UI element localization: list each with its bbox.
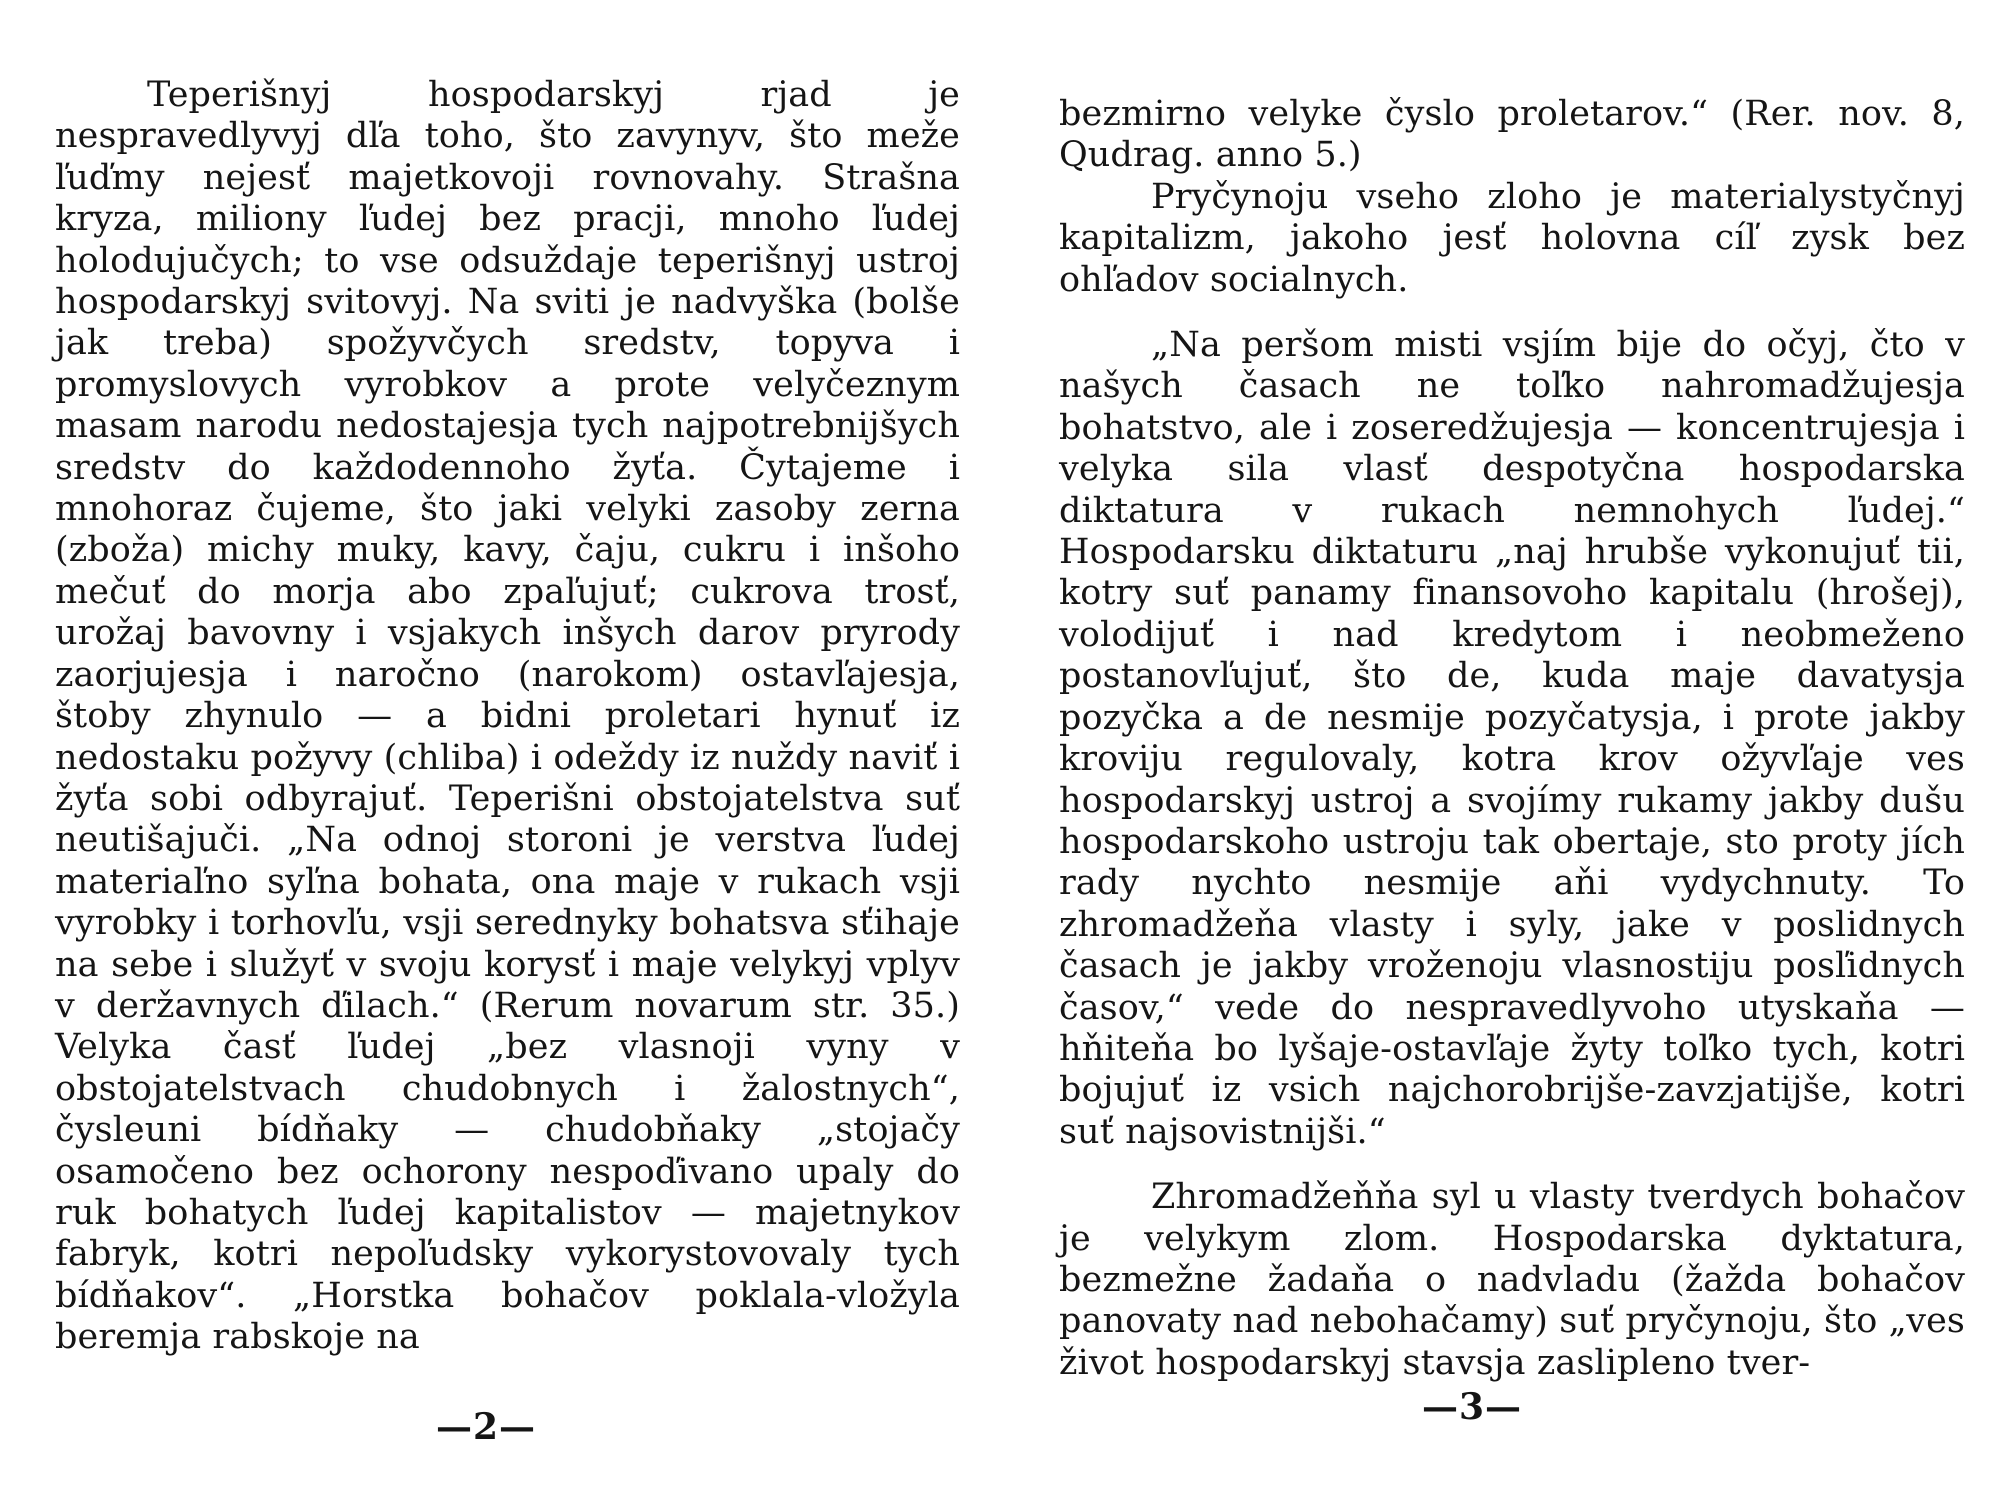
paragraph: Pryčynoju vseho zloho je materialystyčnyj kapitalizm, jakoho jesť holovna cíľ zysk bez ohľadov socialnych.: [1059, 176, 1965, 300]
paragraph: „Na peršom misti vsjím bije do očyj, čto v našych časach ne toľko nahromadžujesja bohatstvo, ale i zoseredžujesja — koncentrujesja i velyka sila vlasť despotyčna hospodarska diktatura v rukach nemnohych ľudej.“ Hospodarsku diktaturu „naj hrubše vykonujuť tii, kotry suť panamy finansovoho kapitalu (hrošej), volodijuť i nad kredytom i neobmeženo postanovľujuť, što de, kuda maje davatysja pozyčka a de nesmije pozyčatysja, i prote jakby kroviju regulovaly, kotra krov ožyvľaje ves hospodarskyj ustroj a svojímy rukamy jakby dušu hospodarskoho ustroju tak obertaje, sto proty jích rady nychto nesmije aňi vydychnuty. To zhromadžeňa vlasty i syly, jake v poslidnych časach je jakby vroženoju vlasnostiju posľidnych časov,“ vede do nespravedlyvoho utyskaňa — hňiteňa bo lyšaje-ostavľaje žyty toľko tych, kotri bojujuť iz vsich najchorobrijše-zavzjatijše, kotri suť najsovistnijši.“: [1059, 325, 1965, 1152]
paragraph: bezmirno velyke čyslo proletarov.“ (Rer. nov. 8, Qudrag. anno 5.): [1059, 94, 1965, 176]
paragraph: Teperišnyj hospodarskyj rjad je nespravedlyvyj dľa toho, što zavynyv, što meže ľuďmy nejesť majetkovoji rovnovahy. Strašna kryza, miliony ľudej bez pracji, mnoho ľudej holodujučych; to vse odsuždaje teperišnyj ustroj hospodarskyj svitovyj. Na sviti je nadvyška (bolše jak treba) spožyvčych sredstv, topyva i promyslovych vyrobkov a prote velyčeznym masam narodu nedostajesja tych najpotrebnijšych sredstv do každodennoho žyťa. Čytajeme i mnohoraz čujeme, što jaki velyki zasoby zerna (zboža) michy muky, kavy, čaju, cukru i inšoho mečuť do morja abo zpaľujuť; cukrova trosť, urožaj bavovny i vsjakych inšych darov pryrody zaorjujesja i naročno (narokom) ostavľajesja, štoby zhynulo — a bidni proletari hynuť iz nedostaku požyvy (chliba) i odeždy iz nuždy naviť i žyťa sobi odbyrajuť. Teperišni obstojatelstva suť neutišajuči. „Na odnoj storoni je verstva ľudej materiaľno syľna bohata, ona maje v rukach vsji vyrobky i torhovľu, vsji serednyky bohatsva sťihaje na sebe i služyť v svoju korysť i maje velykyj vplyv v deržavnych ďilach.“ (Rerum novarum str. 35.) Velyka časť ľudej „bez vlasnoji vyny v obstojatelstvach chudobnych i žalostnych“, čysleuni bídňaky — chudobňaky „stojačy osamočeno bez ochorony nespoďivano upaly do ruk bohatych ľudej kapitalistov — majetnykov fabryk, kotri nepoľudsky vykorystovovaly tych bídňakov“. „Horstka bohačov poklala-vložyla beremja rabskoje na: [55, 75, 960, 1358]
paragraph: Zhromadžeňňa syl u vlasty tverdych bohačov je velykym zlom. Hospodarska dyktatura, bezmežne žadaňa o nadvladu (žažda bohačov panovaty nad nebohačamy) suť pryčynoju, što „ves život hospodarskyj stavsja zaslipleno tver-: [1059, 1177, 1965, 1383]
page-number: —3—: [1422, 1386, 1523, 1428]
page-number: —2—: [436, 1406, 537, 1448]
right-page: [1001, 0, 2002, 1500]
right-page-text: [1059, 94, 1965, 1384]
left-page-text: [55, 75, 960, 1359]
